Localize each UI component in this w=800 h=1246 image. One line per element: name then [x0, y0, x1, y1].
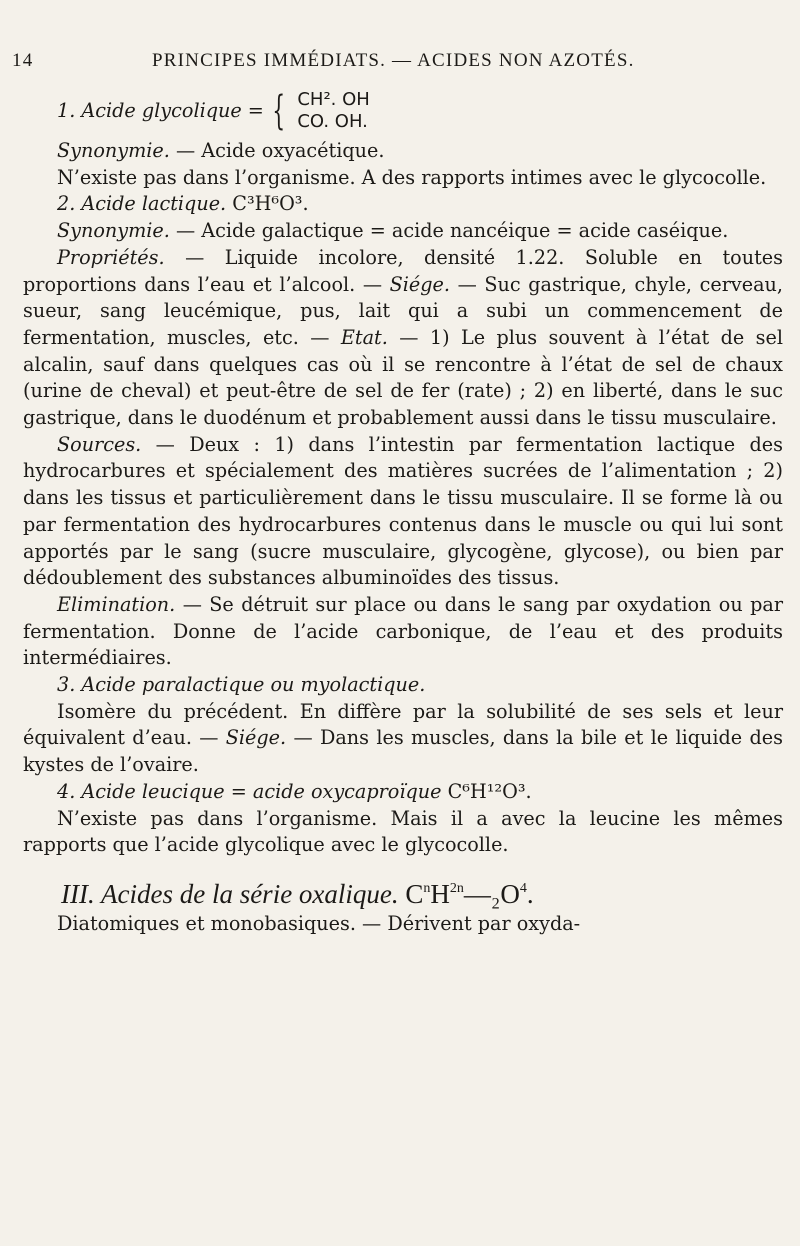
etat-text: — 1) Le plus souvent à l’état de sel alcalin, sauf dans quelques cas où il se rencontre à l’état de sel de chaux (urine de cheval) et peut-être de sel de fer (rate) ; 2) en liberté, dans le suc gastrique, dans le duodénum et probablement aussi dans le tissu musculaire.	[23, 325, 784, 430]
paralactic-acid-heading	[23, 672, 783, 699]
etat-label: Etat.	[340, 325, 388, 349]
running-header	[12, 50, 780, 76]
lactic-elimination	[23, 592, 783, 672]
page-number: 14	[12, 50, 34, 71]
lactic-acid-formula: C³H⁶O³.	[232, 192, 309, 216]
elimination-text: — Se détruit sur place ou dans le sang par oxydation ou par fermentation. Donne de l’acide carbonique, de l’eau et des produits intermédiaires.	[23, 592, 783, 670]
sources-text: — Deux : 1) dans l’intestin par fermentation lactique des hydrocarbures et spécialement des matières sucrées de l’alimentation ; 2) dans les tissus et particulièrement dans le tissu musculaire. Il se forme là ou par fermentation des hydrocarbures contenus dans le muscle ou qui lui sont apportés par le sang (sucre musculaire, glycogène, glycose), ou bien par dédoublement des substances albuminoïdes des tissus.	[23, 432, 783, 590]
elimination-label: Elimination.	[57, 592, 176, 616]
glycolic-acid-label: 1. Acide glycolique =	[57, 98, 264, 122]
page-body	[23, 84, 783, 938]
glycolic-acid-heading	[57, 84, 783, 138]
glycolic-synonymie	[23, 138, 783, 165]
section-formula: $C^nH^{2n}—_2O^4$.	[405, 878, 534, 909]
proprietes-label: Propriétés.	[57, 245, 165, 269]
paralactic-acid-label: 3. Acide paralactique ou myolactique.	[57, 673, 426, 697]
synonymie-label: Synonymie.	[57, 219, 170, 243]
leucic-acid-formula: C⁶H¹²O³.	[447, 779, 532, 803]
section-text: Diatomiques et monobasiques. — Dérivent par oxyda-	[57, 911, 581, 935]
siege-text: — Dans les muscles, dans la bile et le liquide des kystes de l’ovaire.	[23, 726, 783, 777]
lactic-acid-heading	[23, 191, 783, 218]
sources-label: Sources.	[57, 432, 142, 456]
siege-text: — Suc gastrique, chyle, cerveau, sueur, sang leucémique, pus, lait qui a subi un commencement de fermentation, muscles, etc. —	[23, 272, 783, 349]
lactic-properties	[23, 245, 783, 432]
running-title: PRINCIPES IMMÉDIATS. — ACIDES NON AZOTÉS.	[152, 50, 635, 71]
siege-label: Siége.	[225, 726, 287, 750]
paralactic-description: Isomère du précédent. En diffère par la solubilité de ses sels et leur équivalent d’eau. —	[23, 699, 783, 750]
leucic-text: N’existe pas dans l’organisme. Mais il a avec la leucine les mêmes rapports que l’acide glycolique avec le glycocolle.	[23, 806, 783, 857]
synonymie-label: Synonymie.	[57, 139, 170, 162]
leucic-acid-label: 4. Acide leucique = acide oxycaproïque	[57, 779, 442, 803]
leucic-acid-heading	[23, 779, 783, 806]
lactic-sources	[23, 432, 783, 592]
lactic-synonymie	[23, 218, 783, 245]
proprietes-text: — Liquide incolore, densité 1.22. Soluble en toutes proportions dans l’eau et l’alcool. —	[23, 245, 783, 296]
lactic-acid-label: 2. Acide lactique.	[57, 192, 227, 216]
glycolic-acid-formula	[297, 89, 369, 133]
formula-top: CH². OH	[297, 89, 370, 110]
synonymie-text: — Acide oxyacétique.	[176, 139, 385, 162]
brace-icon: {	[272, 88, 285, 134]
synonymie-text: — Acide galactique = acide nancéique = acide caséique.	[176, 219, 729, 243]
glycolic-text: N’existe pas dans l’organisme. A des rapports intimes avec le glycocolle.	[57, 165, 767, 189]
section-title: III. Acides de la série oxalique.	[61, 878, 399, 909]
siege-label: Siége.	[389, 272, 451, 296]
section-heading	[61, 877, 783, 911]
paralactic-text	[23, 699, 783, 779]
formula-bottom: CO. OH.	[297, 111, 368, 132]
